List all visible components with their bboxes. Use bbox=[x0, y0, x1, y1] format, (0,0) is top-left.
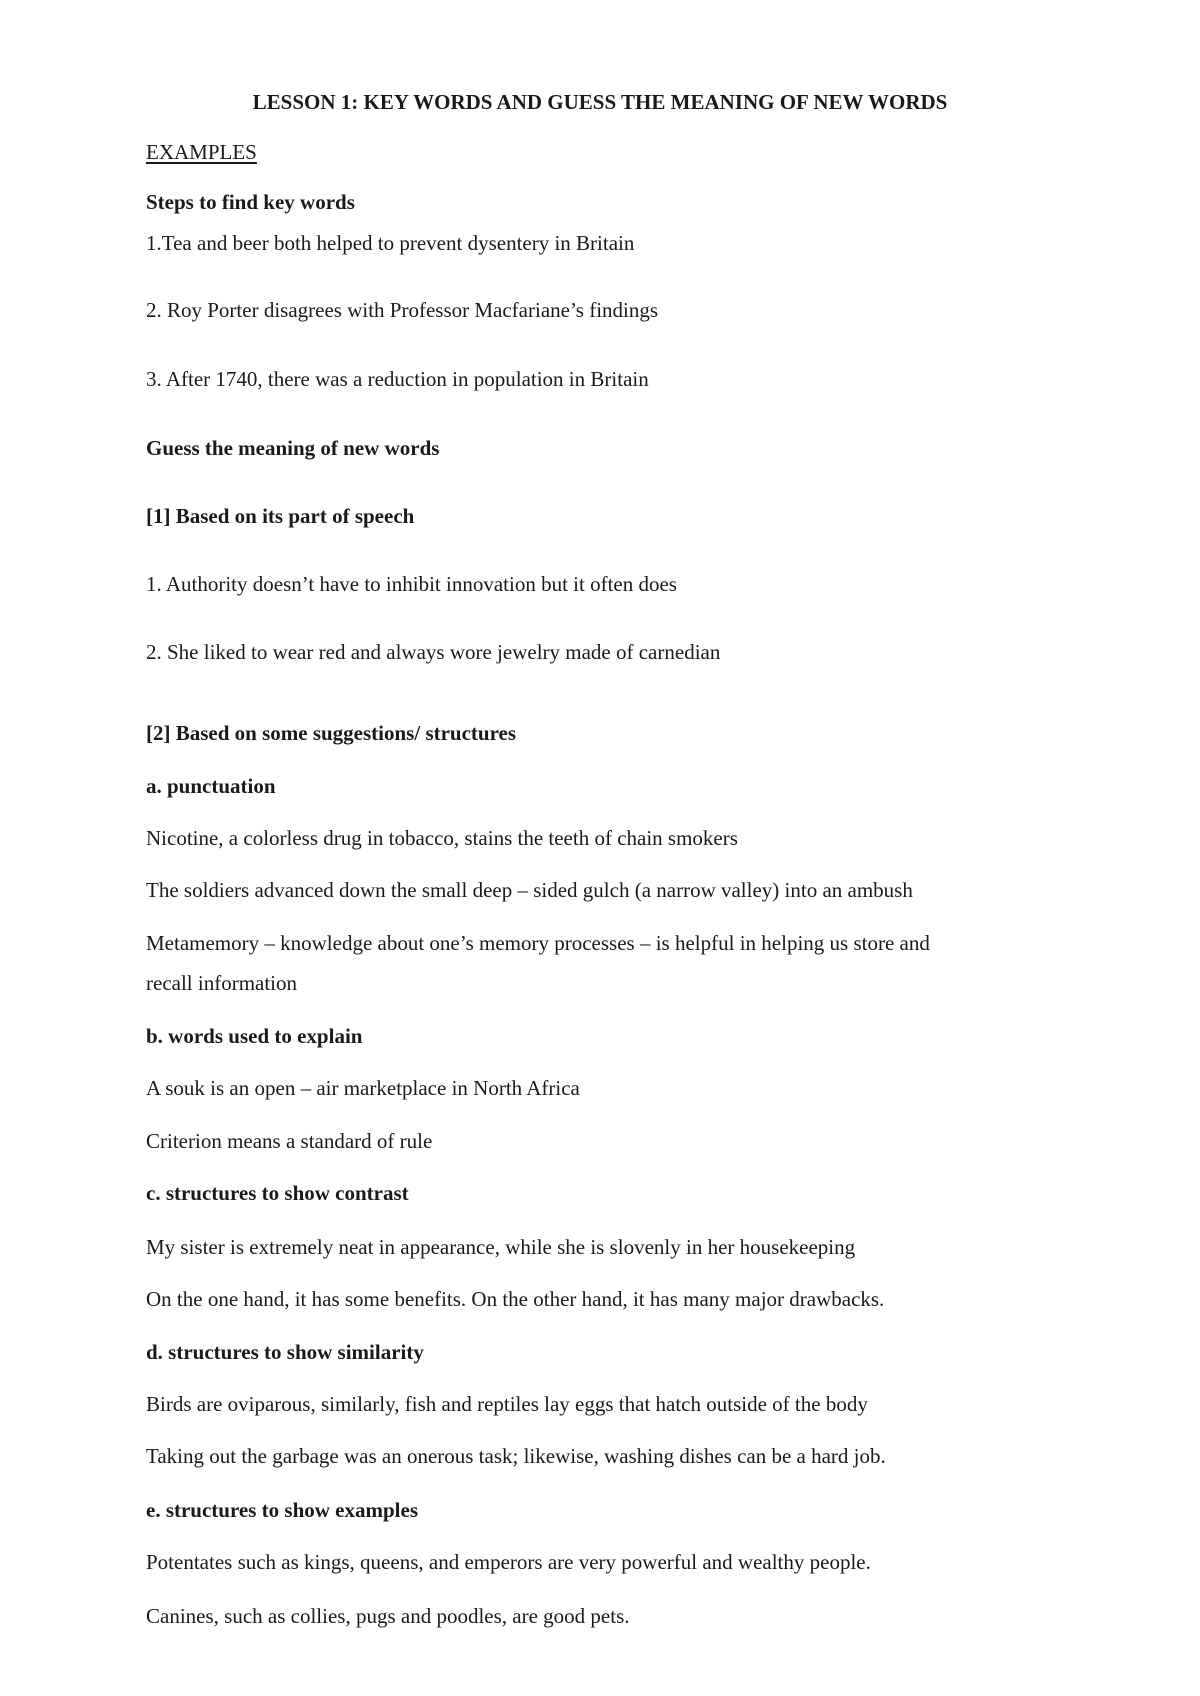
steps-item: 3. After 1740, there was a reduction in population in Britain bbox=[146, 367, 649, 391]
section-e-item: Canines, such as collies, pugs and poodles, are good pets. bbox=[146, 1604, 630, 1628]
part2-heading: [2] Based on some suggestions/ structures bbox=[146, 721, 517, 745]
section-a-item: The soldiers advanced down the small deep – sided gulch (a narrow valley) into an ambush bbox=[146, 878, 913, 902]
section-e-item: Potentates such as kings, queens, and emperors are very powerful and wealthy people. bbox=[146, 1550, 871, 1574]
section-d-item: Birds are oviparous, similarly, fish and reptiles lay eggs that hatch outside of the body bbox=[146, 1392, 868, 1416]
section-c-item: On the one hand, it has some benefits. On the other hand, it has many major drawbacks. bbox=[146, 1287, 885, 1311]
section-b-item: A souk is an open – air marketplace in North Africa bbox=[146, 1076, 580, 1100]
section-a-item: recall information bbox=[146, 971, 298, 995]
part1-heading: [1] Based on its part of speech bbox=[146, 504, 415, 528]
steps-item: 2. Roy Porter disagrees with Professor Macfariane’s findings bbox=[146, 298, 659, 322]
section-d-heading: d. structures to show similarity bbox=[146, 1340, 424, 1364]
part1-item: 1. Authority doesn’t have to inhibit innovation but it often does bbox=[146, 572, 677, 596]
section-b-heading: b. words used to explain bbox=[146, 1024, 363, 1048]
examples-heading: EXAMPLES bbox=[146, 140, 257, 164]
section-c-item: My sister is extremely neat in appearance, while she is slovenly in her housekeeping bbox=[146, 1235, 856, 1259]
section-b-item: Criterion means a standard of rule bbox=[146, 1129, 433, 1153]
section-a-heading: a. punctuation bbox=[146, 774, 276, 798]
section-a-item: Nicotine, a colorless drug in tobacco, stains the teeth of chain smokers bbox=[146, 826, 738, 850]
section-e-heading: e. structures to show examples bbox=[146, 1498, 418, 1522]
section-d-item: Taking out the garbage was an onerous task; likewise, washing dishes can be a hard job. bbox=[146, 1444, 886, 1468]
steps-heading: Steps to find key words bbox=[146, 190, 355, 214]
guess-heading: Guess the meaning of new words bbox=[146, 436, 440, 460]
page-title: LESSON 1: KEY WORDS AND GUESS THE MEANING OF NEW WORDS bbox=[252, 90, 948, 114]
part1-item: 2. She liked to wear red and always wore jewelry made of carnedian bbox=[146, 640, 721, 664]
steps-item: 1.Tea and beer both helped to prevent dysentery in Britain bbox=[146, 231, 635, 255]
section-c-heading: c. structures to show contrast bbox=[146, 1181, 409, 1205]
section-a-item: Metamemory – knowledge about one’s memory processes – is helpful in helping us store and bbox=[146, 931, 930, 955]
